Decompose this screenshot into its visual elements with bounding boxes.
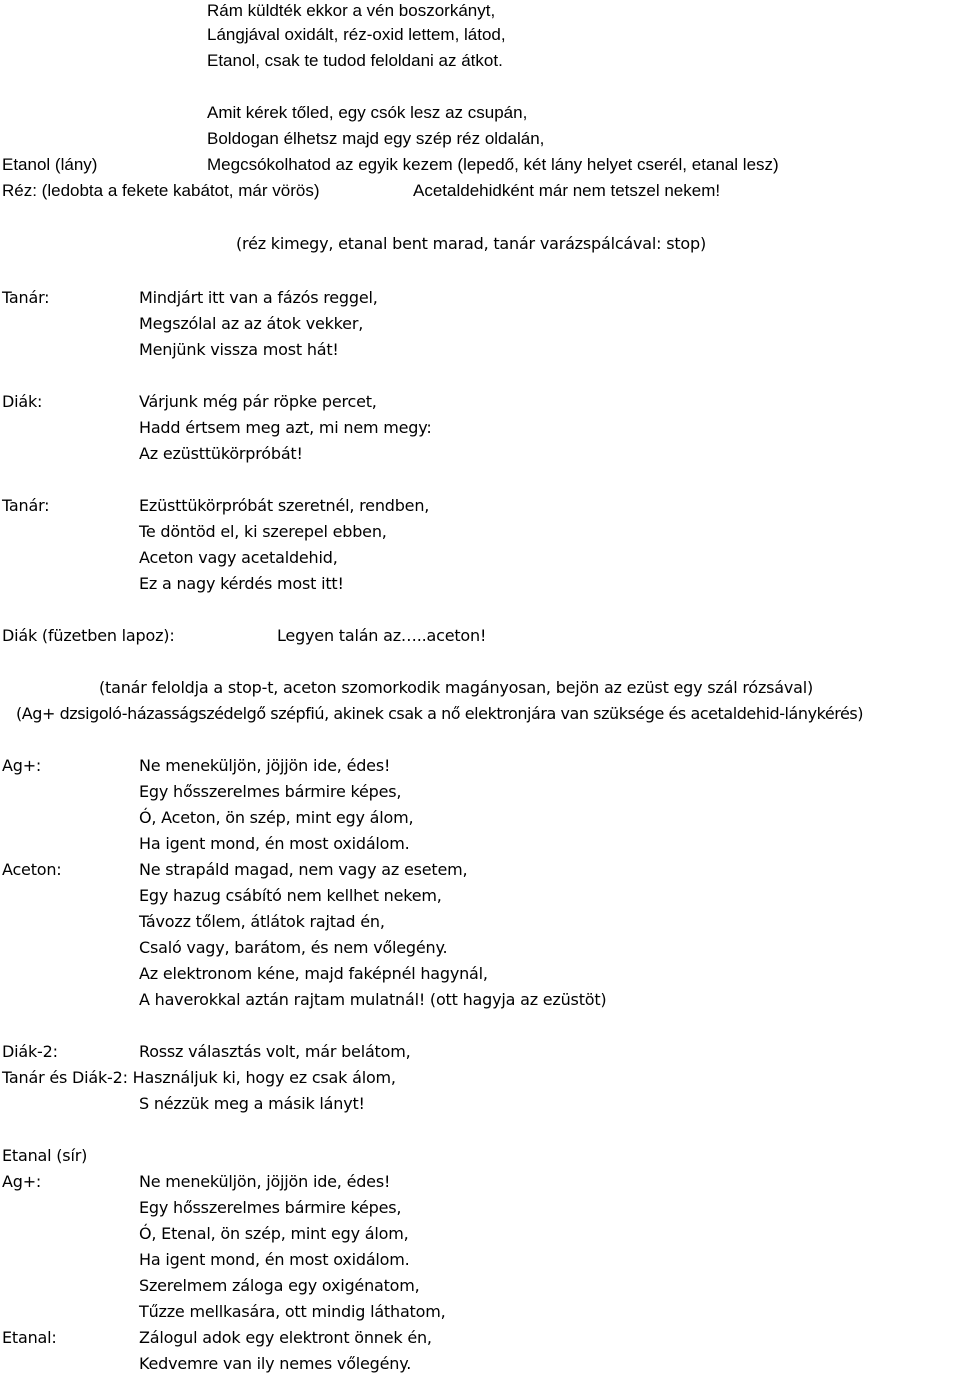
stage-direction: (réz kimegy, etanal bent marad, tanár varázspálcával: stop) — [236, 234, 707, 253]
dialogue-line: Hadd értsem meg azt, mi nem megy: — [139, 418, 432, 437]
poem-line: Rám küldték ekkor a vén boszorkányt, — [207, 1, 496, 20]
dialogue-line: Aceton vagy acetaldehid, — [139, 548, 338, 567]
dialogue-line: Ne meneküljön, jöjjön ide, édes! — [139, 756, 391, 775]
stage-direction: (Ag+ dzsigoló-házasságszédelgő szépfiú, akinek csak a nő elektronjára van szüksége és acetaldehid-lánykérés) — [16, 704, 864, 723]
speaker-label: Diák: — [2, 392, 43, 411]
poem-line: Megcsókolhatod az egyik kezem (lepedő, két lány helyet cserél, etanal lesz) — [207, 155, 779, 174]
poem-line: Acetaldehidként már nem tetszel nekem! — [413, 181, 721, 200]
dialogue-line: Távozz tőlem, átlátok rajtad én, — [139, 912, 385, 931]
dialogue-line: Szerelmem záloga egy oxigénatom, — [139, 1276, 420, 1295]
dialogue-line: S nézzük meg a másik lányt! — [139, 1094, 365, 1113]
dialogue-line: Tűzze mellkasára, ott mindig láthatom, — [139, 1302, 446, 1321]
dialogue-line: Megszólal az az átok vekker, — [139, 314, 364, 333]
dialogue-line: Legyen talán az…..aceton! — [277, 626, 487, 645]
dialogue-line: Az ezüsttükörpróbát! — [139, 444, 303, 463]
dialogue-line: Tanár és Diák-2: Használjuk ki, hogy ez csak álom, — [2, 1068, 396, 1087]
dialogue-line: Menjünk vissza most hát! — [139, 340, 339, 359]
speaker-label: Tanár: — [2, 288, 50, 307]
speaker-label: Réz: (ledobta a fekete kabátot, már vörös) — [2, 181, 320, 200]
dialogue-line: Ó, Etenal, ön szép, mint egy álom, — [139, 1224, 409, 1243]
dialogue-line: Ha igent mond, én most oxidálom. — [139, 834, 410, 853]
dialogue-line: Ó, Aceton, ön szép, mint egy álom, — [139, 808, 414, 827]
poem-line: Etanol, csak te tudod feloldani az átkot. — [207, 51, 503, 70]
dialogue-line: Rossz választás volt, már belátom, — [139, 1042, 411, 1061]
poem-line: Lángjával oxidált, réz-oxid lettem, látod, — [207, 25, 506, 44]
dialogue-line: Ezüsttükörpróbát szeretnél, rendben, — [139, 496, 430, 515]
speaker-label: Aceton: — [2, 860, 62, 879]
dialogue-line: Ha igent mond, én most oxidálom. — [139, 1250, 410, 1269]
dialogue-line: Egy hősszerelmes bármire képes, — [139, 1198, 402, 1217]
speaker-label: Etanol (lány) — [2, 155, 98, 174]
poem-line: Boldogan élhetsz majd egy szép réz oldalán, — [207, 129, 545, 148]
speaker-label: Tanár: — [2, 496, 50, 515]
dialogue-line: Egy hazug csábító nem kellhet nekem, — [139, 886, 442, 905]
dialogue-line: Egy hősszerelmes bármire képes, — [139, 782, 402, 801]
dialogue-line: Te döntöd el, ki szerepel ebben, — [139, 522, 387, 541]
dialogue-line: Zálogul adok egy elektront önnek én, — [139, 1328, 432, 1347]
dialogue-line: Ne strapáld magad, nem vagy az esetem, — [139, 860, 468, 879]
speaker-label: Diák (füzetben lapoz): — [2, 626, 175, 645]
dialogue-line: Várjunk még pár röpke percet, — [139, 392, 377, 411]
speaker-label: Ag+: — [2, 1172, 42, 1191]
dialogue-line: Csaló vagy, barátom, és nem vőlegény. — [139, 938, 448, 957]
dialogue-line: Az elektronom kéne, majd faképnél hagynál, — [139, 964, 488, 983]
dialogue-line: Ne meneküljön, jöjjön ide, édes! — [139, 1172, 391, 1191]
stage-direction: (tanár feloldja a stop-t, aceton szomorkodik magányosan, bejön az ezüst egy szál rózsával) — [99, 678, 814, 697]
poem-line: Amit kérek tőled, egy csók lesz az csupán, — [207, 103, 528, 122]
dialogue-line: A haverokkal aztán rajtam mulatnál! (ott hagyja az ezüstöt) — [139, 990, 607, 1009]
speaker-label: Diák-2: — [2, 1042, 58, 1061]
dialogue-line: Ez a nagy kérdés most itt! — [139, 574, 344, 593]
speaker-label: Etanal (sír) — [2, 1146, 88, 1165]
dialogue-line: Kedvemre van ily nemes vőlegény. — [139, 1354, 412, 1373]
dialogue-line: Mindjárt itt van a fázós reggel, — [139, 288, 378, 307]
speaker-label: Etanal: — [2, 1328, 57, 1347]
speaker-label: Ag+: — [2, 756, 42, 775]
